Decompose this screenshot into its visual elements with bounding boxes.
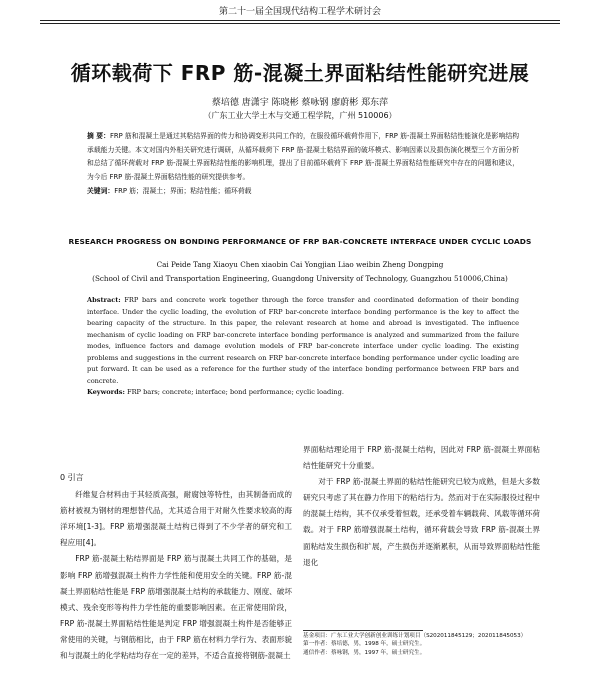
- abstract-chinese-block: [87, 130, 519, 199]
- affiliation-chinese: （广东工业大学土木与交通工程学院，广州 510006）: [203, 111, 397, 120]
- keywords-chinese-label: 关键词：: [87, 186, 115, 195]
- keywords-english-label: Keywords:: [87, 388, 125, 396]
- section-heading-introduction: 0 引言: [60, 473, 84, 482]
- header-rule: [40, 20, 560, 21]
- footnote-first-author: 第一作者：蔡培德，男，1998 年，硕士研究生。: [303, 641, 426, 648]
- abstract-english-label: Abstract:: [87, 296, 121, 304]
- running-header: 第二十一届全国现代结构工程学术研讨会: [218, 7, 381, 17]
- authors-english: Cai Peide Tang Xiaoyu Chen xiaobin Cai Yongjian Liao weibin Zheng Dongping: [156, 260, 444, 269]
- intro-paragraph-1: 纤维复合材料由于其轻质高强，耐腐蚀等特性，由其制备而成的筋材被视为钢材的理想替代品，尤其适合用于对耐久性要求较高的海洋环境[1-3]。FRP 筋增强混凝土结构已得到了不少学者的研究和工程应用[4]。: [60, 490, 292, 548]
- abstract-chinese: [87, 130, 519, 185]
- body-column-right: [303, 442, 540, 571]
- body-column-left: [60, 470, 292, 664]
- footnote: [303, 632, 540, 657]
- footnote-corresponding-author: 通信作者：蔡咏钢，男，1997 年，硕士研究生。: [303, 649, 426, 656]
- keywords-english: [87, 387, 519, 399]
- abstract-chinese-label: 摘 要：: [87, 132, 110, 140]
- footnote-funding: 基金项目：广东工业大学创新创业训练计划项目（S202011845129；202011845053）: [303, 633, 527, 639]
- footnote-rule: [303, 630, 423, 631]
- header-rule-thin: [40, 23, 560, 24]
- abstract-chinese-text: FRP 筋和混凝土是通过其粘结界面的传力和协调变形共同工作的，在服役循环载荷作用下，FRP 筋-混凝土界面粘结性能演化是影响结构承载能力关键。本文对国内外相关研究进行调研，从循环载荷下 FRP 筋-混凝土粘结界面的破坏模式、影响因素以及损伤演化模型三个方面分析和总结了循环荷载对 FRP 筋-混凝土界面粘结性能的影响机理，提出了目前循环载荷下 FRP 筋-混凝土界面粘结性能研究中存在的问题和建议，为今后 FRP 筋-混凝土界面粘结性能的研究提供参考。: [87, 132, 519, 182]
- keywords-chinese-text: FRP 筋；混凝土；界面；粘结性能；循环荷载: [114, 186, 252, 195]
- keywords-english-text: FRP bars; concrete; interface; bond performance; cyclic loading.: [124, 388, 344, 396]
- title-english: RESEARCH PROGRESS ON BONDING PERFORMANCE OF FRP BAR-CONCRETE INTERFACE UNDER CYCLIC LOADS: [68, 237, 532, 246]
- abstract-english-block: [87, 295, 519, 399]
- authors-chinese: 蔡培德 唐潇宇 陈晓彬 蔡咏钢 廖蔚彬 郑东萍: [211, 98, 389, 108]
- abstract-english-text: FRP bars and concrete work together through the force transfer and coordinated deformation of their bonding interface. Under the cyclic loading, the evolution of FRP bar-concrete interface bonding performance is the key to affect the bearing capacity of the structure. In this paper, the relevant research at home and abroad is investigated. The influence mechanism of cyclic loading on FRP bar-concrete interface bonding performance is analyzed and summarized from the failure modes, influence factors and damage evolution models of FRP bar-concrete interface under cyclic loading. The existing problems and suggestions in the current research on FRP bar-concrete interface bonding performance under cyclic loading are put forward. It can be used as a reference for the further study of the interface bonding performance between FRP bars and concrete.: [87, 296, 519, 385]
- title-chinese: 循环载荷下 FRP 筋-混凝土界面粘结性能研究进展: [70, 61, 530, 85]
- intro-paragraph-2: FRP 筋-混凝土粘结界面是 FRP 筋与混凝土共同工作的基础，是影响 FRP 筋增强混凝土构件力学性能和使用安全的关键。FRP 筋-混凝土界面粘结性能是 FRP 筋增强混凝土结构的承载能力、刚度、破坏模式、残余变形等构件力学性能的重要影响因素。在正常使用阶段，FRP 筋-混凝土界面粘结性能是判定 FRP 增强混凝土构件是否能够正常使用的关键，与钢筋相比，由于 FRP 筋在材料力学行为、表面形貌和与混凝土的化学粘结均存在一定的差异，不适合直接将钢筋-混凝土: [60, 554, 292, 661]
- affiliation-english: (School of Civil and Transportation Engineering, Guangdong University of Technology, Guangzhou 510006,China): [92, 274, 508, 283]
- intro-paragraph-3: 对于 FRP 筋-混凝土界面的粘结性能研究已较为成熟，但是大多数研究只考虑了其在静力作用下的粘结行为。然而对于在实际服役过程中的混凝土结构，其不仅承受着恒载，还承受着车辆载荷、风载等循环荷载。对于 FRP 筋增强混凝土结构，循环荷载会导致 FRP 筋-混凝土界面粘结发生损伤和扩展，产生损伤并逐渐累积，从而导致界面粘结性能退化: [303, 477, 540, 567]
- abstract-english: [87, 295, 519, 387]
- intro-paragraph-2-continued: 界面粘结理论用于 FRP 筋-混凝土结构，因此对 FRP 筋-混凝土界面粘结性能研究十分重要。: [303, 445, 540, 471]
- keywords-chinese: [87, 185, 519, 199]
